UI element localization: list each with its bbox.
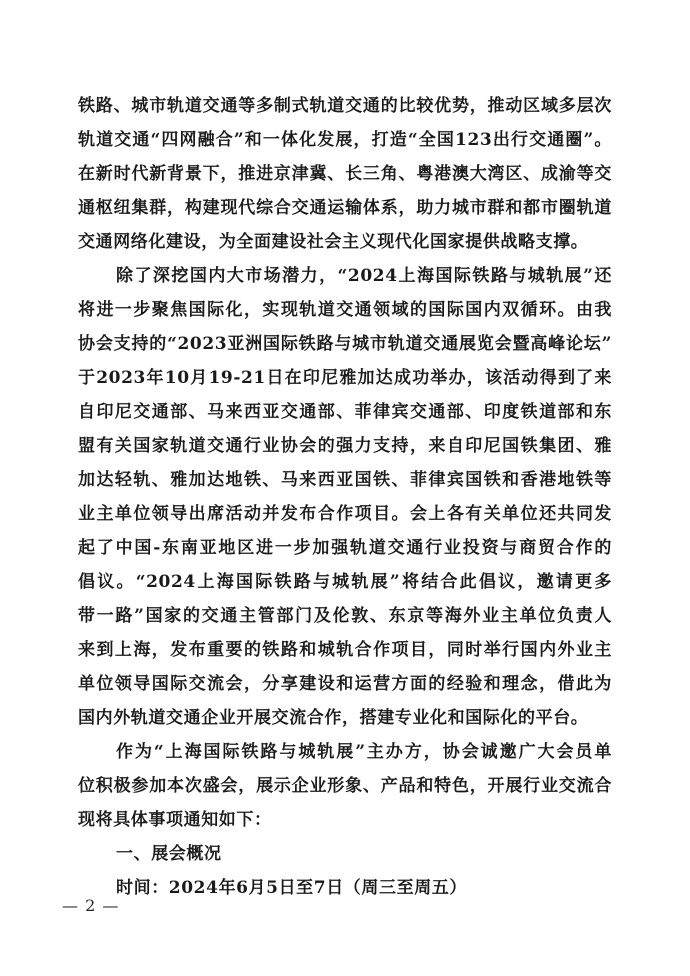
paragraph-line: 自印尼交通部、马来西亚交通部、菲律宾交通部、印度铁道部和东: [78, 402, 612, 422]
paragraph-line: 将进一步聚焦国际化，实现轨道交通领域的国际国内双循环。由我: [78, 300, 612, 320]
paragraph-line: 来到上海，发布重要的铁路和城轨合作项目，同时举行国内外业主: [78, 640, 612, 660]
paragraph-line: 在新时代新背景下，推进京津冀、长三角、粤港澳大湾区、成渝等交: [78, 164, 612, 184]
paragraph-line: 业主单位领导出席活动并发布合作项目。会上各有关单位还共同发: [78, 504, 612, 524]
paragraph-line: 加达轻轨、雅加达地铁、马来西亚国铁、菲律宾国铁和香港地铁等: [78, 470, 612, 490]
paragraph-line: 时间：2024年6月5日至7日（周三至周五）: [116, 878, 467, 898]
paragraph-line: 起了中国-东南亚地区进一步加强轨道交通行业投资与商贸合作的: [78, 538, 612, 558]
paragraph-line: 通枢纽集群，构建现代综合交通运输体系，助力城市群和都市圈轨道: [78, 198, 612, 218]
paragraph-line: 铁路、城市轨道交通等多制式轨道交通的比较优势，推动区域多层次: [78, 96, 612, 116]
paragraph-line: 作为“上海国际铁路与城轨展”主办方，协会诚邀广大会员单: [116, 742, 612, 762]
paragraph-line: 轨道交通“四网融合”和一体化发展，打造“全国123出行交通圈”。: [78, 130, 612, 150]
paragraph-line: 现将具体事项通知如下：: [78, 810, 272, 830]
paragraph-line: 倡议。“2024上海国际铁路与城轨展”将结合此倡议，邀请更多: [78, 572, 612, 592]
page-number: — 2 —: [62, 896, 120, 915]
paragraph-line: 国内外轨道交通企业开展交流合作，搭建专业化和国际化的平台。: [78, 708, 589, 728]
paragraph-line: 单位领导国际交流会，分享建设和运营方面的经验和理念，借此为: [78, 674, 612, 694]
paragraph-line: 协会支持的“2023亚洲国际铁路与城市轨道交通展览会暨高峰论坛”: [78, 334, 612, 354]
paragraph-line: 于2023年10月19-21日在印尼雅加达成功举办，该活动得到了来: [78, 368, 612, 388]
paragraph-line: 盟有关国家轨道交通行业协会的强力支持，来自印尼国铁集团、雅: [78, 436, 612, 456]
document-body: [78, 89, 612, 905]
paragraph-line: 除了深挖国内大市场潜力，“2024上海国际铁路与城轨展”还: [116, 266, 612, 286]
paragraph-line: 交通网络化建设，为全面建设社会主义现代化国家提供战略支撑。: [78, 232, 589, 252]
paragraph-line: 带一路”国家的交通主管部门及伦敦、东京等海外业主单位负责人: [78, 606, 612, 626]
paragraph-line: 位积极参加本次盛会，展示企业形象、产品和特色，开展行业交流合: [78, 776, 612, 796]
section-heading: 一、展会概况: [116, 844, 222, 864]
